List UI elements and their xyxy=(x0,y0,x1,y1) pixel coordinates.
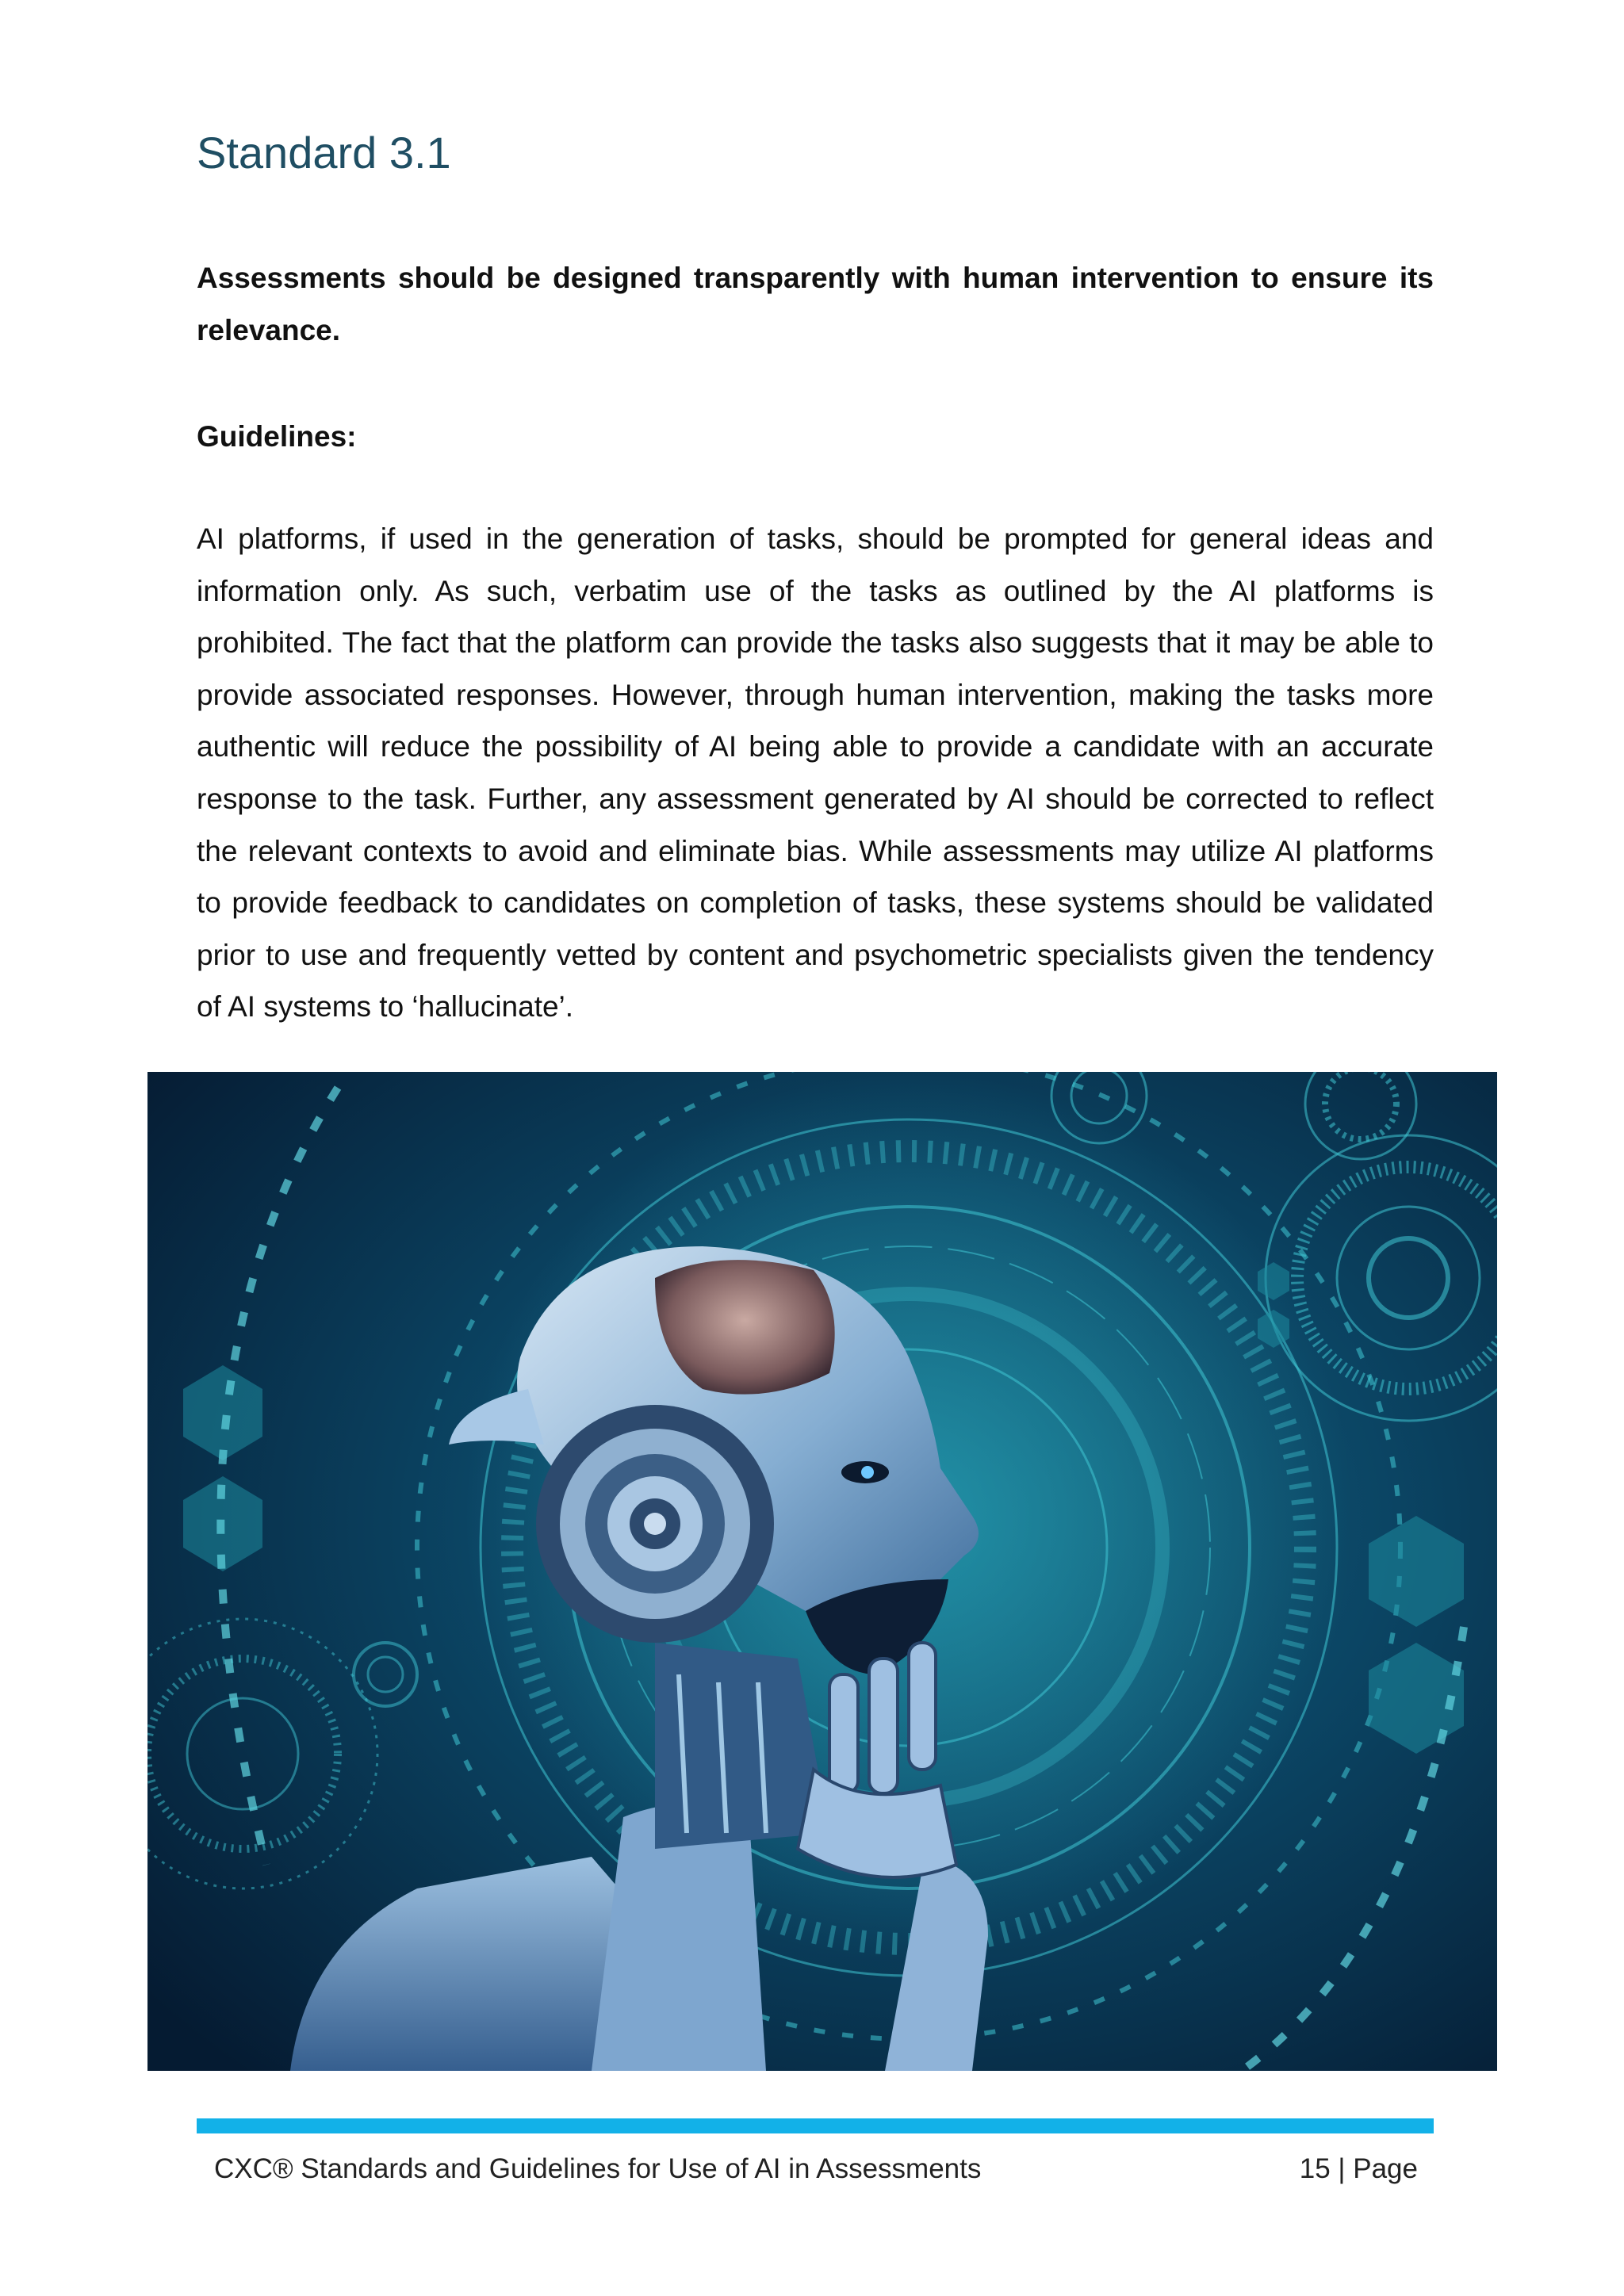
ai-robot-illustration xyxy=(147,1072,1497,2071)
footer-page-number: 15 | Page xyxy=(1299,2153,1418,2184)
standard-statement: Assessments should be designed transparently with human intervention to ensure its relevance. xyxy=(197,262,1434,346)
guidelines-paragraph: AI platforms, if used in the generation of tasks, should be prompted for general ideas and information only. As such, verbatim use of the tasks as outlined by the AI platforms is prohibited. The fact that the platform can provide the tasks also suggests that it may be able to provide associated responses. However, through human intervention, making the tasks more authentic will reduce the possibility of AI being able to provide a candidate with an accurate response to the task. Further, any assessment generated by AI should be corrected to reflect the relevant contexts to avoid and eliminate bias. While assessments may utilize AI platforms to provide feedback to candidates on completion of tasks, these systems should be validated prior to use and frequently vetted by content and psychometric specialists given the tendency of AI systems to ‘hallucinate’. xyxy=(197,522,1434,1024)
guidelines-label: Guidelines: xyxy=(197,420,357,453)
footer-divider-bar xyxy=(197,2118,1434,2133)
section-heading: Standard 3.1 xyxy=(197,128,451,178)
footer-document-title: CXC® Standards and Guidelines for Use of AI in Assessments xyxy=(214,2153,982,2184)
